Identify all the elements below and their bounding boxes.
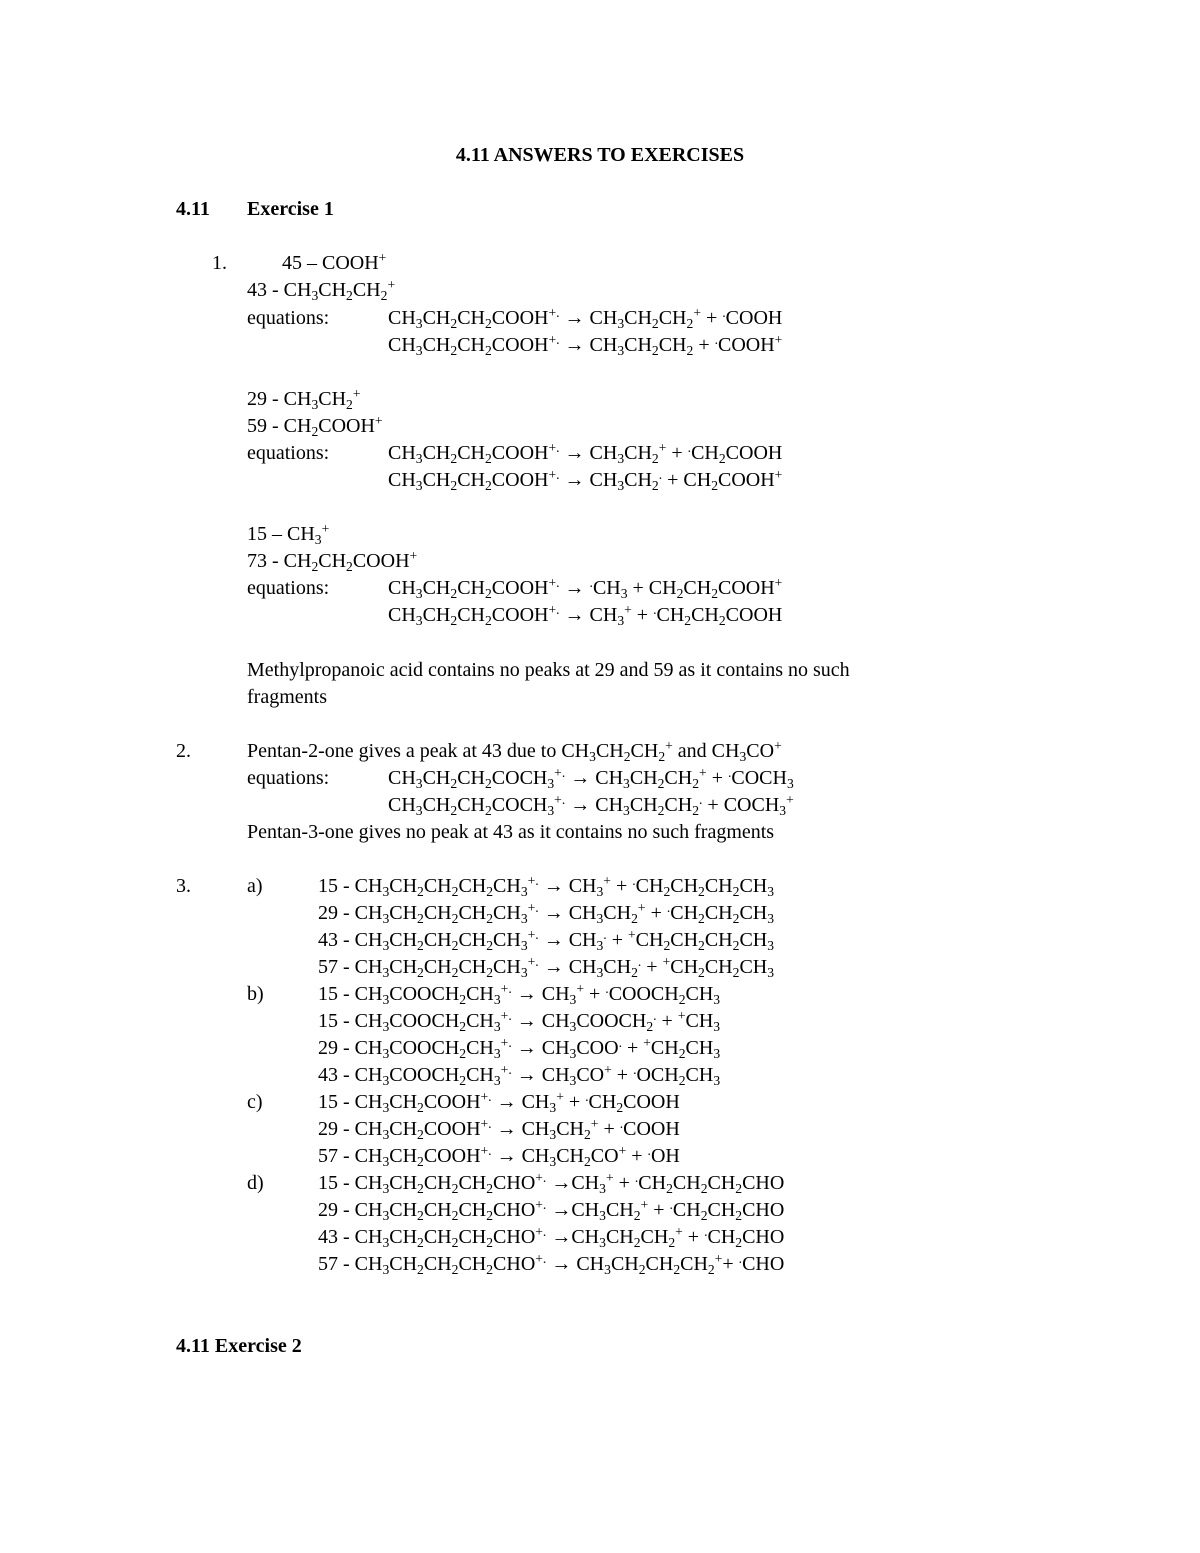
equation-line: $29 - CH_3CH_2CH_2CH_2CH_3^{+.} \to CH_3CH_2^+ + ^.CH_2CH_2CH_3$ bbox=[318, 900, 775, 927]
equations-label: equations: bbox=[247, 767, 330, 789]
equation-line: $CH_3CH_2CH_2COOH^{+.} \to CH_3CH_2CH_2^+$ + .COOH bbox=[388, 305, 783, 332]
note-line: Pentan-3-one gives no peak at 43 as it contains no such fragments bbox=[247, 821, 775, 843]
fragment-line: $15 - CH_3^+$ bbox=[247, 521, 330, 548]
equation-line: $CH_3CH_2CH_2COOH^{+.} \to CH_3CH_2CH_2$ + .COOH+ bbox=[388, 332, 783, 359]
equation-line: $CH_3CH_2CH_2COOH^{+.} \to CH_3CH_2^+$ + $^.CH_2COOH$ bbox=[388, 440, 783, 467]
equation-line: $CH_3CH_2CH_2COOH^{+.} \to CH_3^+$ + $^.CH_2CH_2COOH$ bbox=[388, 602, 783, 629]
equation-line: $29 - CH_3CH_2CH_2CH_2CHO^{+.} \to CH_3CH_2^+ + ^.CH_2CH_2CHO$ bbox=[318, 1197, 785, 1224]
equation-line: $CH_3CH_2CH_2COOH^{+.} \to CH_3CH_2^.$ + $CH_2COOH^+$ bbox=[388, 467, 783, 494]
exercise-1-number: 4.11 bbox=[176, 198, 210, 220]
equation-line: $15 - CH_3CH_2CH_2CH_2CHO^{+.} \to CH_3^+ + ^.CH_2CH_2CH_2CHO$ bbox=[318, 1170, 785, 1197]
equations-label: equations: bbox=[247, 442, 330, 464]
question-1-number: 1. bbox=[212, 252, 227, 274]
exercise-1-heading: Exercise 1 bbox=[247, 198, 334, 220]
part-d-marker: d) bbox=[247, 1172, 264, 1194]
equation-line: $CH_3CH_2CH_2COCH_3^{+.} \to CH_3CH_2CH_2^.$ + $COCH_3^+$ bbox=[388, 792, 794, 819]
equation-line: $43 - CH_3COOCH_2CH_3^{+.} \to CH_3CO^+ + ^.OCH_2CH_3$ bbox=[318, 1062, 721, 1089]
equation-line: $CH_3CH_2CH_2COOH^{+.} \to ^.CH_3$ + $CH_2CH_2COOH^+$ bbox=[388, 575, 783, 602]
equation-line: $29 - CH_3CH_2COOH^{+.} \to CH_3CH_2^+$ + .COOH bbox=[318, 1116, 680, 1143]
question-2-number: 2. bbox=[176, 740, 191, 762]
fragment-line: $59 - CH_2COOH^+$ bbox=[247, 413, 383, 440]
equation-line: $57 - CH_3CH_2CH_2CH_2CH_3^{+.} \to CH_3CH_2^. + ^+CH_2CH_2CH_3$ bbox=[318, 954, 775, 981]
equation-line: $43 - CH_3CH_2CH_2CH_2CH_3^{+.} \to CH_3^. + ^+CH_2CH_2CH_2CH_3$ bbox=[318, 927, 775, 954]
equation-line: $15 - CH_3COOCH_2CH_3^{+.}$ → $CH_3COOCH_2^. + ^+CH_3$ bbox=[318, 1008, 721, 1035]
part-c-marker: c) bbox=[247, 1091, 263, 1113]
equation-line: $CH_3CH_2CH_2COCH_3^{+.} \to CH_3CH_2CH_2^+$ + $^.COCH_3$ bbox=[388, 765, 794, 792]
part-a-marker: a) bbox=[247, 875, 263, 897]
equation-line: $57 - CH_3CH_2CH_2CH_2CHO^{+.} \to CH_3CH_2CH_2CH_2^++ ^.CHO$ bbox=[318, 1251, 785, 1278]
equation-line: $15 - CH_3CH_2COOH^{+.} \to CH_3^+$ + $^.CH_2COOH$ bbox=[318, 1089, 680, 1116]
equation-line: $57 - CH_3CH_2COOH^{+.} \to CH_3CH_2CO^+ + ^.OH$ bbox=[318, 1143, 680, 1170]
part-b-marker: b) bbox=[247, 983, 264, 1005]
equations-label: equations: bbox=[247, 577, 330, 599]
fragment-line: $43 - CH_3CH_2CH_2^+$ bbox=[247, 277, 396, 304]
note-line: Methylpropanoic acid contains no peaks at 29 and 59 as it contains no such bbox=[247, 659, 850, 681]
answer-line: Pentan-2-one gives a peak at 43 due to $CH_3CH_2CH_2^+$ and $CH_3CO^+$ bbox=[247, 738, 782, 765]
equation-line: $29 - CH_3COOCH_2CH_3^{+.} \to CH_3COO^. + ^+CH_2CH_3$ bbox=[318, 1035, 721, 1062]
equation-line: $15 - CH_3CH_2CH_2CH_2CH_3^{+.} \to CH_3^+ + ^.CH_2CH_2CH_2CH_3$ bbox=[318, 873, 775, 900]
question-3-number: 3. bbox=[176, 875, 191, 897]
page-title: 4.11 ANSWERS TO EXERCISES bbox=[455, 144, 745, 166]
note-line: fragments bbox=[247, 686, 327, 708]
equation-line: $43 - CH_3CH_2CH_2CH_2CHO^{+.} \to CH_3CH_2CH_2^+ + ^.CH_2CHO$ bbox=[318, 1224, 785, 1251]
exercise-2-heading: 4.11 Exercise 2 bbox=[176, 1335, 302, 1357]
equation-line: $15 - CH_3COOCH_2CH_3^{+.} \to CH_3^+$ + $^.COOCH_2CH_3$ bbox=[318, 981, 721, 1008]
equations-label: equations: bbox=[247, 307, 330, 329]
fragment-line: $73 - CH_2CH_2COOH^+$ bbox=[247, 548, 418, 575]
fragment-line: 45 – COOH+ bbox=[282, 250, 387, 274]
fragment-line: $29 - CH_3CH_2^+$ bbox=[247, 386, 361, 413]
